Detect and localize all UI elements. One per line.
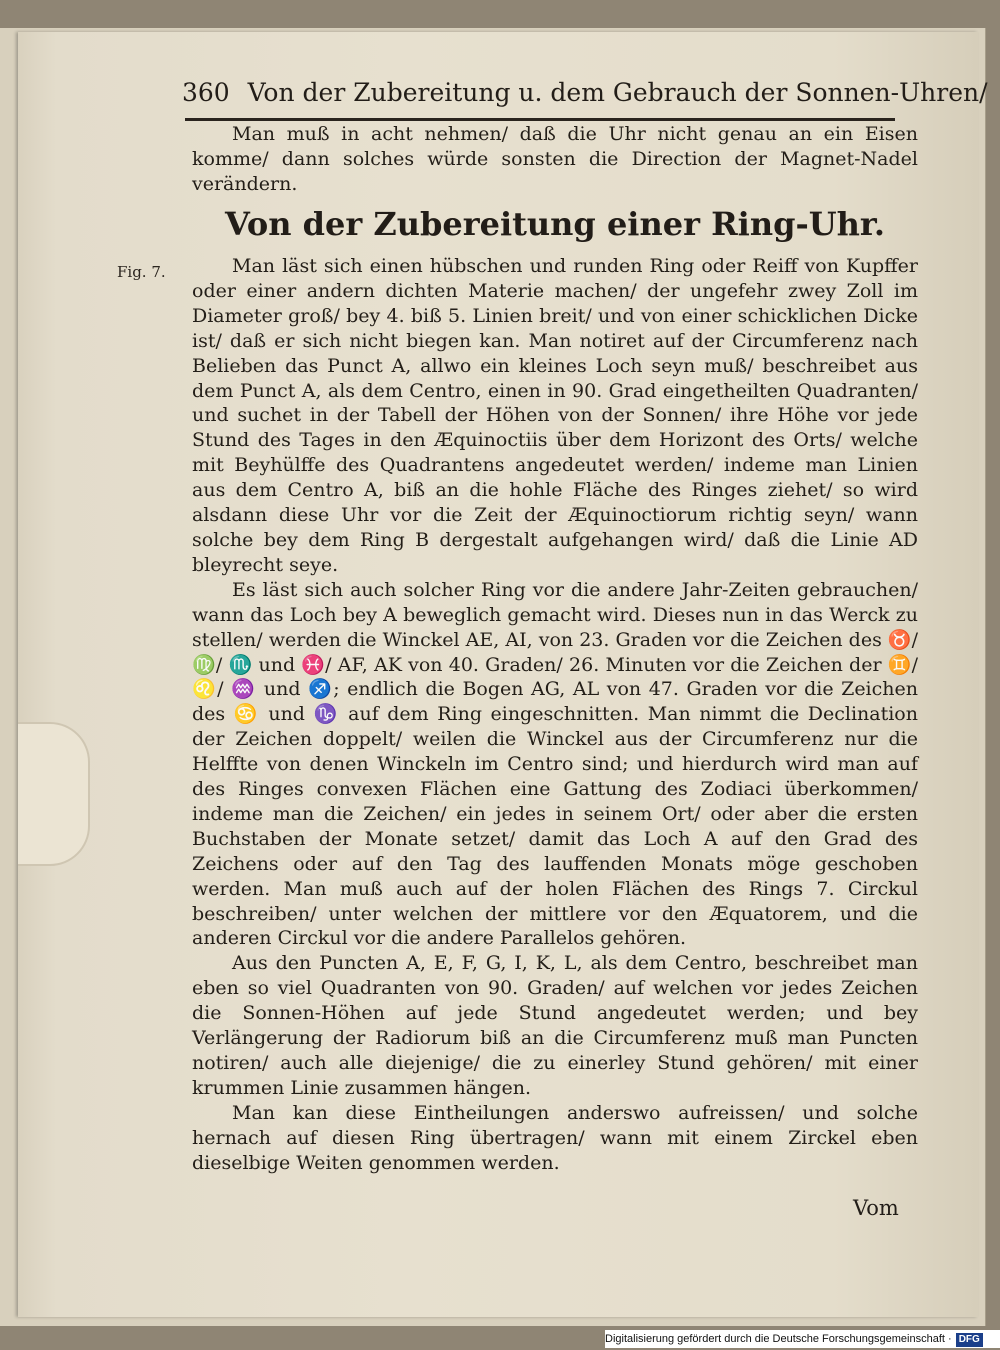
footer-text: Digitalisierung gefördert durch die Deutsche Forschungsgemeinschaft · xyxy=(605,1333,952,1345)
paragraph-2: Es läst sich auch solcher Ring vor die andere Jahr-Zeiten gebrauchen/ wann das Loch bey A beweglich gemacht wird. Dieses nun in das Werck zu stellen/ werden die Winckel AE, AI, von 23. Graden vor die Zeichen des ♉/ ♍/ ♏ und ♓/ AF, AK von 40. Graden/ 26. Minuten vor die Zeichen der ♊/ ♌/ ♒ und ♐; endlich die Bogen AG, AL von 47. Graden vor die Zeichen des ♋ und ♑ auf dem Ring eingeschnitten. Man nimmt die Declination der Zeichen doppelt/ weilen die Winckel aus der Circumferenz nur die Helffte von denen Winckeln im Centro sind; und hierdurch wird man auf des Ringes convexen Flächen eine Gattung des Zodiaci überkommen/ indeme man die Zeichen/ ein jedes in seinem Ort/ oder aber die ersten Buchstaben der Monate setzet/ damit das Loch A auf den Grad des Zeichens oder auf den Tag des lauffenden Monats möge geschoben werden. Man muß auch auf der holen Flächen des Rings 7. Circkul beschreiben/ unter welchen der mittlere vor den Æquatorem, und die anderen Circkul vor die andere Parallelos gehören. xyxy=(192,578,918,950)
running-title: Von der Zubereitung u. dem Gebrauch der Sonnen-Uhren/ xyxy=(247,78,988,107)
paragraph-1: Man läst sich einen hübschen und runden Ring oder Reiff von Kupffer oder einer andern dichten Materie machen/ der ungefehr zwey Zoll im Diameter groß/ bey 4. biß 5. Linien breit/ und von einer schicklichen Dicke ist/ daß er sich nicht biegen kan. Man notiret auf der Circumferenz nach Belieben das Punct A, allwo ein kleines Loch seyn muß/ beschreibet aus dem Punct A, als dem Centro, einen in 90. Grad eingetheilten Quadranten/ und suchet in der Tabell der Höhen von der Sonnen/ ihre Höhe vor jede Stund des Tages in den Æquinoctiis über dem Horizont des Orts/ welche mit Beyhülffe des Quadrantens angedeutet werden/ indeme man Linien aus dem Centro A, biß an die hohle Fläche des Ringes ziehet/ so wird alsdann diese Uhr vor die Zeit der Æquinoctiorum richtig seyn/ wann solche bey dem Ring B dergestalt aufgehangen wird/ daß die Linie AD bleyrecht seye. xyxy=(192,255,918,576)
dfg-logo: DFG xyxy=(956,1333,983,1347)
paragraph-3: Aus den Puncten A, E, F, G, I, K, L, als dem Centro, beschreibet man eben so viel Quadranten von 90. Graden/ auf welchen vor jedes Zeichen die Sonnen-Höhen auf jede Stund angedeutet werden; und bey Verlängerung der Radiorum biß an die Circumferenz muß man Puncten notiren/ auch alle diejenige/ die zu einerley Stund gehören/ mit einer krummen Linie zusammen hängen. xyxy=(192,952,918,1099)
page-number: 360 xyxy=(182,78,230,107)
figure-reference: Fig. 7. xyxy=(117,263,166,281)
digitization-footer xyxy=(605,1330,1000,1348)
catchword: Vom xyxy=(853,1196,899,1220)
header-rule xyxy=(185,118,895,121)
running-header xyxy=(182,78,988,107)
paragraph-4: Man kan diese Eintheilungen anderswo aufreissen/ und solche hernach auf diesen Ring übertragen/ wann mit einem Zirckel eben dieselbige Weiten genommen werden. xyxy=(192,1101,918,1174)
intro-block xyxy=(192,122,918,197)
section-title: Von der Zubereitung einer Ring-Uhr. xyxy=(225,205,885,243)
main-text xyxy=(192,254,918,1176)
intro-paragraph: Man muß in acht nehmen/ daß die Uhr nicht genau an ein Eisen komme/ dann solches würde sonsten die Direction der Magnet-Nadel verändern. xyxy=(192,123,918,195)
folded-page-edge xyxy=(18,722,90,866)
